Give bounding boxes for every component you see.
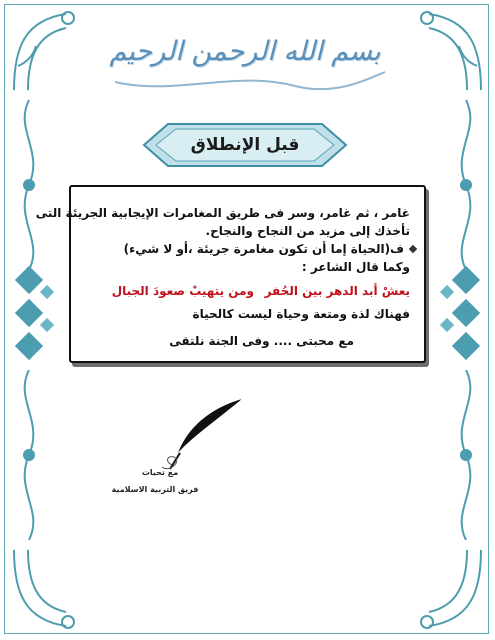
swirl-ornament-icon	[6, 546, 86, 634]
body-line-2: تأخذك إلى مزيد من النجاح والنجاح.	[205, 224, 410, 238]
swirl-ornament-icon	[14, 100, 44, 270]
intro-text-box	[35, 185, 426, 363]
feather-quill-icon	[160, 395, 250, 475]
body-line-3: ف(الحياة إما أن تكون مغامرة جريئة ،أو لا شيء)	[123, 242, 404, 256]
basmala-flourish	[95, 62, 395, 102]
swirl-ornament-icon	[409, 6, 489, 96]
basmala-calligraphy: بسم الله الرحمن الرحيم	[109, 36, 381, 67]
signature-team: فريق التربية الاسلامية	[111, 485, 199, 494]
swirl-ornament-icon	[6, 6, 86, 96]
verse-first-hemistich: ومن يتهيبْ صعودَ الجبال	[111, 284, 254, 298]
body-line-1: غامر ، ثم غامر، وسر فى طريق المغامرات الإيجابية الجريئة التى	[35, 206, 410, 220]
body-line-4: وكما قال الشاعر :	[301, 260, 410, 274]
verse-second-hemistich: يعشْ أبد الدهر بين الحُفر	[264, 284, 410, 298]
swirl-ornament-icon	[409, 546, 489, 634]
page-title: قبل الإنطلاق	[190, 135, 300, 155]
signature-greeting: مع تحيات	[141, 468, 179, 477]
swirl-ornament-icon	[14, 370, 44, 540]
swirl-ornament-icon	[451, 370, 481, 540]
swirl-ornament-icon	[451, 100, 481, 270]
body-line-6: فهناك لذة ومتعة وحياة ليست كالحياة	[192, 307, 410, 321]
bullet-icon	[409, 245, 417, 253]
body-line-7: مع محبتى .... وفى الجنة نلتقى	[169, 334, 354, 348]
